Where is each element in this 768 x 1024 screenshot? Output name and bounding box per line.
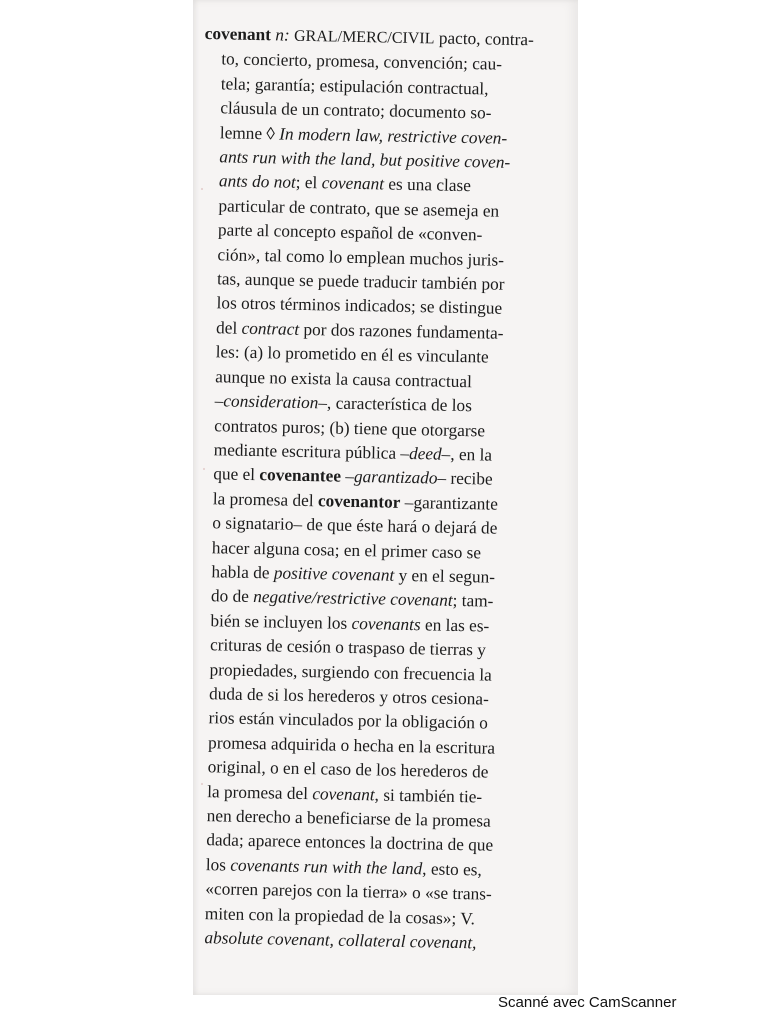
bleed-through-mark: · xyxy=(201,459,207,479)
entry-line: crituras de cesión o traspaso de tierras y xyxy=(209,635,487,660)
entry-line: habla de positive covenant y en el segun- xyxy=(211,562,496,587)
entry-line: propiedades, surgiendo con frecuencia la xyxy=(209,659,493,685)
entry-line: contratos puros; (b) tiene que otorgarse xyxy=(214,415,486,440)
entry-line: miten con la propiedad de la cosas»; V. xyxy=(204,903,476,928)
entry-line: la promesa del covenantor –garantizante xyxy=(212,488,499,514)
entry-line: ants run with the land, but positive coven- xyxy=(219,147,511,172)
see-also-terms: absolute covenant, collateral covenant, xyxy=(204,928,477,953)
entry-line: ants do not; el covenant es una clase xyxy=(218,171,472,196)
entry-line: tas, aunque se puede traducir también por xyxy=(216,269,505,294)
entry-line: dada; aparece entonces la doctrina de que xyxy=(206,830,494,856)
entry-line: nen derecho a beneficiarse de la promesa xyxy=(206,806,491,831)
entry-line: cláusula de un contrato; documento so- xyxy=(220,98,492,123)
entry-line: la promesa del covenant, si también tie- xyxy=(207,781,483,807)
entry-line: to, concierto, promesa, convención; cau- xyxy=(221,49,503,75)
entry-line: duda de si los herederos y otros cesiona- xyxy=(208,684,490,709)
domain-label: GRAL/MERC/CIVIL xyxy=(293,27,435,48)
entry-line: los covenants run with the land, esto es, xyxy=(205,854,482,880)
cross-reference-term: covenantee xyxy=(259,465,342,487)
entry-line: promesa adquirida o hecha en la escritura xyxy=(207,732,496,758)
entry-line: do de negative/restrictive covenant; tam- xyxy=(210,586,494,611)
part-of-speech: n: xyxy=(275,25,290,45)
entry-line: –consideration–, característica de los xyxy=(214,391,473,416)
entry-line: bién se incluyen los covenants en las es- xyxy=(210,610,490,636)
entry-line: lemne ◊ In modern law, restrictive coven- xyxy=(219,122,508,148)
entry-line: les: (a) lo prometido en él es vinculante xyxy=(215,342,489,367)
cross-reference-term: covenantor xyxy=(317,490,401,512)
entry-line: particular de contrato, que se asemeja en xyxy=(218,196,500,221)
entry-line: los otros términos indicados; se distingue xyxy=(216,293,503,319)
entry-line: del contract por dos razones fundamenta- xyxy=(215,318,504,343)
entry-line: «corren parejos con la tierra» o «se trans- xyxy=(205,879,492,904)
entry-line: covenant n: GRAL/MERC/CIVIL pacto, contra- xyxy=(204,23,534,50)
entry-line: hacer alguna cosa; en el primer caso se xyxy=(211,537,482,562)
bleed-through-mark: · xyxy=(199,179,205,199)
entry-line: ción», tal como lo emplean muchos juris- xyxy=(217,244,505,270)
entry-line: original, o en el caso de los herederos de xyxy=(207,757,489,782)
entry-headword: covenant xyxy=(204,23,272,45)
entry-line: o signatario– de que éste hará o dejará de xyxy=(212,513,498,538)
entry-line: tela; garantía; estipulación contractual, xyxy=(220,74,489,99)
entry-line: parte al concepto español de «conven- xyxy=(217,220,483,245)
entry-line: aunque no exista la causa contractual xyxy=(215,366,473,391)
example-sentence: In modern law, restrictive coven- xyxy=(279,124,508,148)
bleed-through-mark: · xyxy=(199,774,205,794)
entry-line: mediante escritura pública –deed–, en la xyxy=(213,440,493,465)
entry-line: rios están vinculados por la obligación o xyxy=(208,708,489,733)
scanner-watermark: Scanné avec CamScanner xyxy=(498,994,677,1011)
dictionary-entry xyxy=(187,22,563,957)
entry-line: que el covenantee –garantizado– recibe xyxy=(213,464,493,489)
